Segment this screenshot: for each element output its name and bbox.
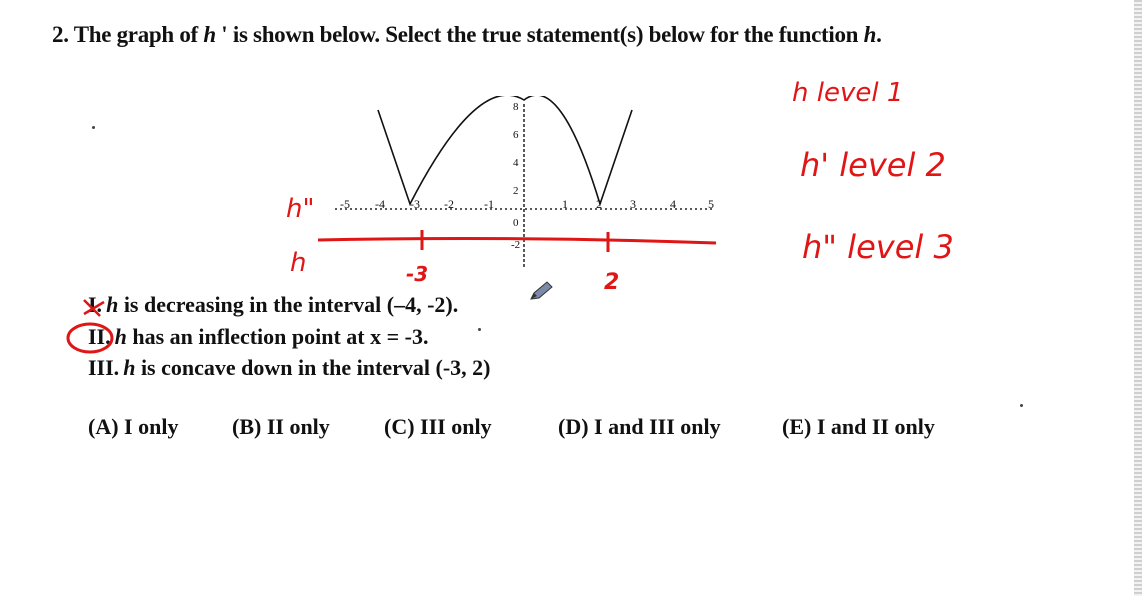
x-tick-label: 4 — [670, 197, 676, 211]
statement-var: h — [114, 324, 127, 349]
x-tick-label: -1 — [484, 197, 494, 211]
question-text — [52, 22, 882, 48]
annotation-hpp-label: h" — [286, 194, 315, 224]
scan-dot — [478, 328, 481, 331]
statement-numeral: II. — [88, 324, 111, 349]
strike-mark — [84, 300, 104, 316]
y-tick-label: 8 — [513, 101, 519, 113]
choice-e[interactable]: (E) I and II only — [782, 414, 935, 439]
choice-c[interactable]: (C) III only — [384, 414, 492, 439]
question-func-prime: h — [203, 22, 216, 47]
y-tick-label: -2 — [511, 239, 521, 251]
statement-var: h — [106, 292, 119, 317]
y-tick-label: 0 — [513, 217, 519, 229]
statement-numeral: I. — [88, 292, 103, 317]
scan-dot — [1020, 404, 1023, 407]
circle-mark — [68, 324, 112, 352]
statement-ink-marks — [60, 290, 140, 360]
question-part-2: ' is shown below. Select the true statement(s) below for the function — [215, 22, 859, 47]
y-tick-label: 2 — [513, 185, 519, 197]
question-number: 2. — [52, 22, 69, 47]
annotation-h-label: h — [290, 248, 307, 278]
scan-dot — [92, 126, 95, 129]
annotation-hpp-level-3: h" level 3 — [802, 228, 954, 266]
question-func: h — [863, 22, 877, 47]
h-prime-curve — [378, 96, 632, 204]
statement-numeral: III. — [88, 355, 120, 380]
y-tick-label: 4 — [513, 157, 519, 169]
x-tick-label: -5 — [340, 197, 350, 211]
page-edge — [1134, 0, 1142, 596]
statement-3 — [88, 355, 490, 381]
question-part-1: The graph of — [73, 22, 198, 47]
statement-text: is decreasing in the interval (–4, -2). — [118, 292, 459, 317]
statement-text: has an inflection point at x = -3. — [126, 324, 429, 349]
annotation-neg3: -3 — [406, 262, 429, 286]
x-tick-label: 1 — [562, 197, 568, 211]
choice-a[interactable]: (A) I only — [88, 414, 179, 439]
x-tick-label: -3 — [410, 197, 420, 211]
derivative-graph — [280, 96, 740, 276]
annotation-h-level-1: h level 1 — [792, 78, 904, 108]
y-tick-label: 6 — [513, 129, 519, 141]
statement-1 — [88, 292, 458, 318]
annotation-hp-level-2: h' level 2 — [800, 146, 946, 184]
x-tick-label: -2 — [444, 197, 454, 211]
x-tick-label: 3 — [630, 197, 636, 211]
x-tick-label: 5 — [708, 197, 714, 211]
choice-d[interactable]: (D) I and III only — [558, 414, 721, 439]
x-tick-label: 2 — [596, 197, 602, 211]
question-end: . — [876, 22, 882, 47]
statement-text: is concave down in the interval (-3, 2) — [135, 355, 491, 380]
statement-var: h — [123, 355, 136, 380]
annotation-pos2: 2 — [604, 270, 620, 295]
choice-b[interactable]: (B) II only — [232, 414, 330, 439]
pencil-icon — [528, 280, 554, 302]
x-tick-label: -4 — [375, 197, 385, 211]
